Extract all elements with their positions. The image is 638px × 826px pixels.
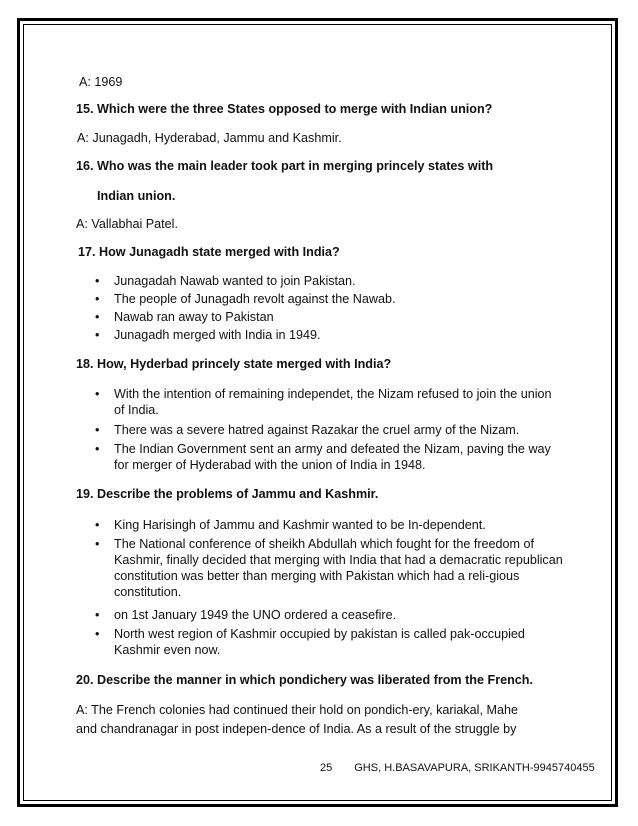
bullet-icon: • <box>95 537 100 551</box>
bullet-icon: • <box>95 423 100 437</box>
answer-15: A: Junagadh, Hyderabad, Jammu and Kashmir. <box>77 131 342 145</box>
bullet-icon: • <box>95 310 100 324</box>
page-footer <box>320 762 595 774</box>
question-16-line1: 16. Who was the main leader took part in merging princely states with <box>76 159 494 173</box>
question-17: 17. How Junagadh state merged with India? <box>78 245 340 259</box>
page-number: 25 <box>320 762 333 774</box>
question-19: 19. Describe the problems of Jammu and Kashmir. <box>76 487 379 501</box>
bullet-icon: • <box>95 518 100 532</box>
bullet-icon: • <box>95 608 100 622</box>
bullet-icon: • <box>95 292 100 306</box>
answer-16: A: Vallabhai Patel. <box>76 217 178 231</box>
answer-20-line2: and chandranagar in post indepen-dence of India. As a result of the struggle by <box>76 722 517 736</box>
answer-20-line1: A: The French colonies had continued their hold on pondich-ery, kariakal, Mahe <box>76 703 518 717</box>
bullet-icon: • <box>95 442 100 456</box>
question-20: 20. Describe the manner in which pondichery was liberated from the French. <box>76 673 533 687</box>
question-15: 15. Which were the three States opposed to merge with Indian union? <box>76 102 493 116</box>
answer-14: A: 1969 <box>79 75 123 89</box>
bullet-icon: • <box>95 387 100 401</box>
question-18: 18. How, Hyderbad princely state merged with India? <box>76 357 392 371</box>
bullet-icon: • <box>95 328 100 342</box>
footer-school: GHS, H.BASAVAPURA, SRIKANTH-9945740455 <box>354 762 595 774</box>
question-16-line2: Indian union. <box>97 189 176 203</box>
bullet-icon: • <box>95 274 100 288</box>
bullet-icon: • <box>95 627 100 641</box>
